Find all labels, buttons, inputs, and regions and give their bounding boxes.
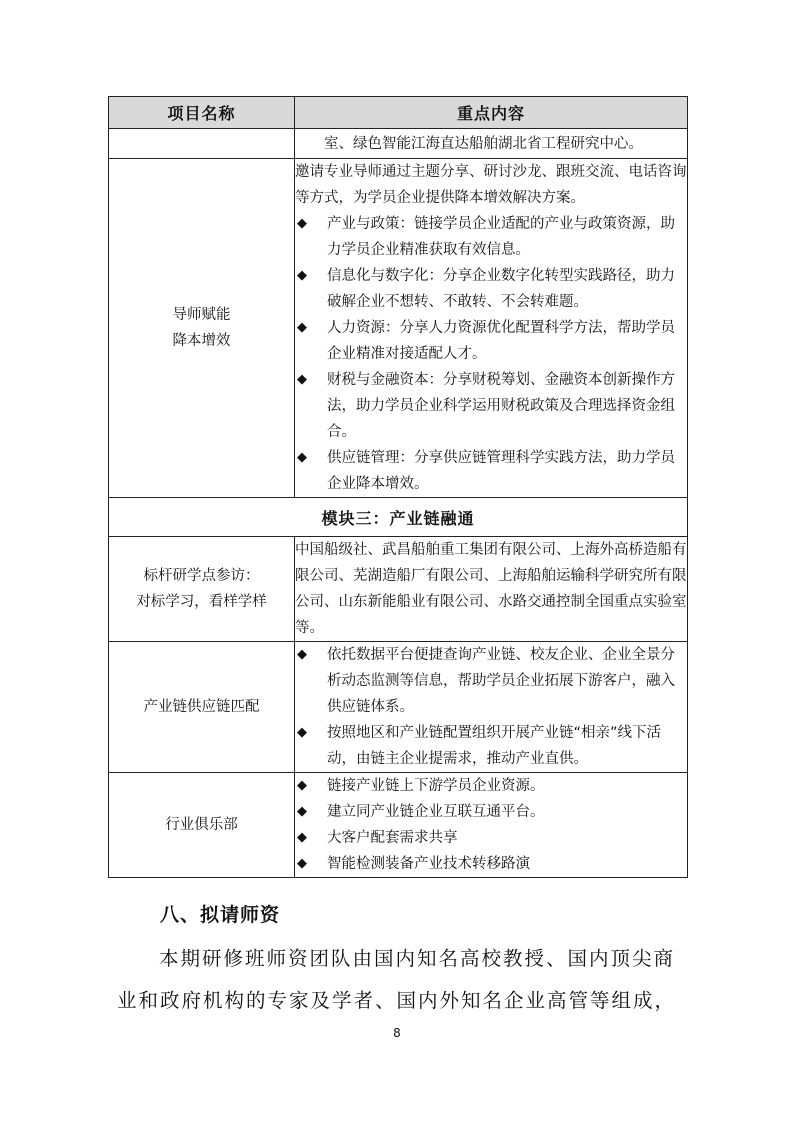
- diamond-bullet-icon: ◆: [297, 372, 307, 387]
- list-item-text: 人力资源：分享人力资源优化配置科学方法，帮助学员企业精准对接适配人才。: [327, 320, 675, 362]
- table-header-row: [109, 97, 688, 129]
- list-item-text: 财税与金融资本：分享财税筹划、金融资本创新操作方法，助力学员企业科学运用财税政策及合理选择资金组合。: [327, 372, 675, 440]
- list-item-text: 信息化与数字化：分享企业数字化转型实践路径，助力破解企业不想转、不敢转、不会转难题。: [327, 268, 675, 310]
- page-number: 8: [393, 1026, 401, 1040]
- list-item: [295, 799, 687, 825]
- table-row: [109, 537, 688, 642]
- list-item-text: 智能检测装备产业技术转移路演: [327, 856, 530, 872]
- module-row: [109, 498, 688, 537]
- list-item: [295, 367, 687, 445]
- body-paragraph: 本期研修班师资团队由国内知名高校教授、国内顶尖商业和政府机构的专家及学者、国内外知名企业高管等组成，: [117, 947, 677, 1012]
- item-name-cell: 产业链供应链匹配: [109, 642, 295, 773]
- section-heading: 八、拟请师资: [160, 904, 281, 926]
- benchmark-content: 中国船级社、武昌船舶重工集团有限公司、上海外高桥造船有限公司、芜湖造船厂有限公司、上海船舶运输科学研究所有限公司、山东新能船业有限公司、水路交通控制全国重点实验室等。: [295, 542, 687, 636]
- empty-name-cell: [109, 129, 295, 159]
- item-name-cell: 行业俱乐部: [109, 773, 295, 878]
- list-item-text: 大客户配套需求共享: [327, 830, 458, 846]
- list-item: [295, 773, 687, 799]
- diamond-bullet-icon: ◆: [297, 268, 307, 283]
- list-item-text: 产业与政策：链接学员企业适配的产业与政策资源，助力学员企业精准获取有效信息。: [327, 216, 675, 258]
- diamond-bullet-icon: ◆: [297, 320, 307, 335]
- diamond-bullet-icon: ◆: [297, 856, 307, 871]
- list-item-text: 建立同产业链企业互联互通平台。: [327, 804, 545, 820]
- list-item: [295, 642, 687, 720]
- table-row: [109, 159, 688, 498]
- item-name-line: 降本增效: [172, 333, 231, 349]
- diamond-bullet-icon: ◆: [297, 216, 307, 231]
- intro-paragraph: 邀请专业导师通过主题分享、研讨沙龙、跟班交流、电话咨询等方式，为学员企业提供降本增效解决方案。: [295, 164, 687, 206]
- diamond-bullet-icon: ◆: [297, 830, 307, 845]
- content-cell: [295, 642, 688, 773]
- list-item-text: 链接产业链上下游学员企业资源。: [327, 778, 545, 794]
- list-item: [295, 825, 687, 851]
- diamond-bullet-icon: ◆: [297, 450, 307, 465]
- item-name-cell: [109, 159, 295, 498]
- diamond-bullet-icon: ◆: [297, 804, 307, 819]
- continuation-text: 室、绿色智能江海直达船舶湖北省工程研究中心。: [324, 135, 643, 152]
- content-cell: [295, 773, 688, 878]
- item-name-cell: [109, 537, 295, 642]
- table-row: [109, 773, 688, 878]
- content-cell: [295, 159, 688, 498]
- list-item: [295, 263, 687, 315]
- table-row: [109, 642, 688, 773]
- list-item: [295, 851, 687, 877]
- list-item-text: 按照地区和产业链配置组织开展产业链“相亲”线下活动，由链主企业提需求，推动产业直供。: [327, 725, 662, 767]
- content-cell: [295, 537, 688, 642]
- item-name-line: 标杆研学点参访：: [143, 568, 260, 584]
- diamond-bullet-icon: ◆: [297, 725, 307, 740]
- content-cell: [295, 129, 688, 159]
- module-title: 模块三：产业链融通: [109, 498, 688, 537]
- list-item: [295, 315, 687, 367]
- list-item: [295, 211, 687, 263]
- item-name-line: 导师赋能: [172, 307, 231, 323]
- list-item-text: 供应链管理：分享供应链管理科学实践方法，助力学员企业降本增效。: [327, 450, 675, 492]
- table-row: [109, 129, 688, 159]
- header-project-name: 项目名称: [109, 97, 295, 129]
- header-key-content: 重点内容: [295, 97, 688, 129]
- list-item: [295, 445, 687, 497]
- item-name-line: 对标学习，看样学样: [136, 594, 267, 610]
- program-table: [108, 96, 688, 878]
- diamond-bullet-icon: ◆: [297, 647, 307, 662]
- diamond-bullet-icon: ◆: [297, 778, 307, 793]
- list-item: [295, 720, 687, 772]
- list-item-text: 依托数据平台便捷查询产业链、校友企业、企业全景分析动态监测等信息，帮助学员企业拓展下游客户，融入供应链体系。: [327, 647, 675, 715]
